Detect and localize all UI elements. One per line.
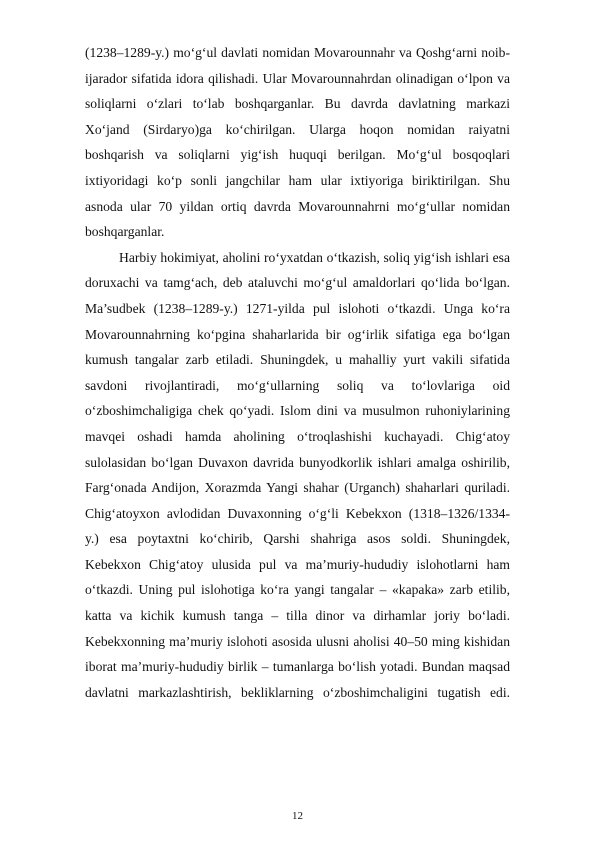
text-line: Ma’sudbek (1238–1289-y.) 1271-yilda pul islohoti o‘tkazdi. Unga ko‘ra <box>85 300 510 316</box>
text-line: Chig‘atoyxon avlodidan Duvaxonning o‘g‘li Kebekxon (1318–1326/1334- <box>85 505 510 521</box>
text-line: soliqlarni o‘zlari to‘lab boshqarganlar. Bu davrda davlatning markazi <box>85 96 510 112</box>
text-line: savdoni rivojlantiradi, mo‘g‘ullarning soliq va to‘lovlariga oid <box>85 377 510 393</box>
paragraph-1 <box>85 40 510 245</box>
text-line: Farg‘onada Andijon, Xorazmda Yangi shahar (Urganch) shaharlari quriladi. <box>85 480 510 496</box>
text-line: sulolasidan bo‘lgan Duvaxon davrida bunyodkorlik ishlari amalga oshirilib, <box>85 454 510 470</box>
text-line: asnoda ular 70 yildan ortiq davrda Movarounnahrni mo‘g‘ullar nomidan <box>85 198 510 214</box>
text-line: (1238–1289-y.) mo‘g‘ul davlati nomidan Movarounnahr va Qoshg‘arni noib- <box>85 45 510 60</box>
document-body <box>85 40 510 705</box>
text-line: Xo‘jand (Sirdaryo)ga ko‘chirilgan. Ularga hoqon nomidan raiyatni <box>85 121 510 137</box>
text-line: o‘tkazdi. Uning pul islohotiga ko‘ra yangi tangalar – «kapaka» zarb etilib, <box>85 582 510 598</box>
text-line: ixtiyoridagi ko‘p sonli jangchilar ham ular ixtiyoriga biriktirilgan. Shu <box>85 172 510 188</box>
text-line: boshqarish va soliqlarni yig‘ish huquqi berilgan. Mo‘g‘ul bosqoqlari <box>85 147 510 163</box>
page-number: 12 <box>292 810 303 822</box>
text-line: iborat ma’muriy-hududiy birlik – tumanlarga bo‘lish yotadi. Bundan maqsad <box>85 659 510 675</box>
text-line: Kebekxon Chig‘atoy ulusida pul va ma’muriy-hududiy islohotlarni ham <box>85 556 510 572</box>
text-line: Kebekxonning ma’muriy islohoti asosida ulusni aholisi 40–50 ming kishidan <box>85 633 510 649</box>
paragraph-2 <box>85 245 510 706</box>
text-line: o‘zboshimchaligiga chek qo‘yadi. Islom dini va musulmon ruhoniylarining <box>85 403 510 419</box>
text-line: doruxachi va tamg‘ach, deb ataluvchi mo‘g‘ul amaldorlari qo‘lida bo‘lgan. <box>85 275 510 291</box>
text-line: mavqei oshadi hamda aholining o‘troqlashishi kuchayadi. Chig‘atoy <box>85 428 510 444</box>
text-line: y.) esa poytaxtni ko‘chirib, Qarshi shahriga asos soldi. Shuningdek, <box>85 531 510 547</box>
text-line: Harbiy hokimiyat, aholini ro‘yxatdan o‘tkazish, soliq yig‘ish ishlari esa <box>119 249 510 265</box>
text-line: kumush tangalar zarb etiladi. Shuningdek, u mahalliy yurt vakili sifatida <box>85 352 510 368</box>
text-line: Movarounnahrning ko‘pgina shaharlarida bir og‘irlik sifatiga ega bo‘lgan <box>85 326 510 342</box>
text-line: boshqarganlar. <box>85 224 165 240</box>
text-line: katta va kichik kumush tanga – tilla dinor va dirhamlar joriy bo‘ladi. <box>85 608 510 624</box>
text-line: ijarador sifatida idora qilishadi. Ular Movarounnahrdan olinadigan o‘lpon va <box>85 70 510 86</box>
text-line: davlatni markazlashtirish, bekliklarning o‘zboshimchaligini tugatish edi. <box>85 684 510 700</box>
